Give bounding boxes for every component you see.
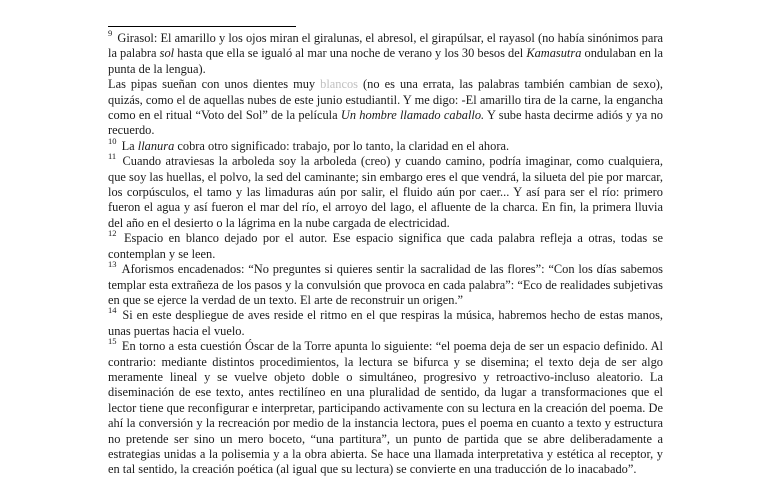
footnote-separator-rule <box>108 26 296 27</box>
footnote-number: 13 <box>108 258 117 269</box>
footnote-text: Aforismos encadenados: “No preguntes si quieres sentir la sacralidad de las flores”: “Con los días sabemos templar esta extrañeza de los pasos y la convulsión que provoca en cada palabra”: “Eco de realidades subjetivas en que se ejerce la verdad de un texto. El arte de reconstruir un origen.” <box>108 262 663 307</box>
footnote-text: Espacio en blanco dejado por el autor. Ese espacio significa que cada palabra refleja a otras, todas se contemplan y se leen. <box>108 231 663 261</box>
footnote-text: Las pipas sueñan con unos dientes muy <box>108 77 321 92</box>
footnote-text: Girasol: El amarillo y los ojos miran el giralunas, el abresol, el girapúlsar, el rayasol (no había sinónimos para la palabra <box>108 31 663 61</box>
footnote-text: hasta que ella se igualó al mar una noche de verano y los 30 besos del <box>174 46 527 61</box>
footnote-9-continuation <box>108 77 663 139</box>
footnote-15 <box>108 336 663 478</box>
footnote-italic: llanura <box>137 138 175 153</box>
footnote-number: 10 <box>108 135 117 146</box>
footnote-12 <box>108 228 663 262</box>
footnote-text: Y sube hasta decirme adiós y ya no recuerdo. <box>108 108 663 138</box>
footnote-number: 14 <box>108 305 117 316</box>
footnote-10 <box>108 135 663 154</box>
footnote-text: ondulaban en la punta de la lengua). <box>108 46 663 76</box>
footnotes-block <box>108 27 663 478</box>
footnote-italic: sol <box>159 46 175 61</box>
footnote-text: Cuando atraviesas la arboleda soy la arboleda (creo) y cuando camino, podría imaginar, como cualquiera, que soy las huellas, el polvo, la sed del caminante; sin embargo eres el que vendrá, la silueta del pie por marcar, los corpúsculos, el tamo y las limaduras aún por salir, el fluido aún por caer... Y así para ser el río: primero fueron el agua y así fueron el mar del río, el arroyo del lago, el afluente de la charca. En fin, la primera lluvia del año en el desierto o la lágrima en la nube cargada de electricidad. <box>108 154 663 230</box>
footnote-text: Si en este despliegue de aves reside el ritmo en el que respiras la música, habremos hecho de estas manos, unas puertas hacia el vuelo. <box>108 308 663 338</box>
footnote-number: 11 <box>108 151 117 162</box>
footnote-italic: Kamasutra <box>526 46 582 61</box>
footnote-11 <box>108 151 663 231</box>
footnote-text: (no es una errata, las palabras también cambian de sexo), quizás, como el de aquellas nubes de este junio estudiantil. Y me digo: -El amarillo tira de la carne, la engancha como en el ritual “Voto del Sol” de la película <box>108 77 663 123</box>
footnote-9 <box>108 27 663 77</box>
footnote-text: cobra otro significado: trabajo, por lo tanto, la claridad en el ahora. <box>174 138 510 153</box>
footnote-text: La <box>121 138 138 153</box>
footnote-14 <box>108 305 663 339</box>
faint-word: blancos <box>320 77 359 92</box>
footnote-number: 9 <box>108 27 113 38</box>
footnote-number: 15 <box>108 336 117 346</box>
footnote-number: 12 <box>108 228 117 239</box>
footnote-13 <box>108 258 663 308</box>
film-title: Un hombre llamado caballo. <box>340 108 485 123</box>
footnote-text: En torno a esta cuestión Óscar de la Torre apunta lo siguiente: “el poema deja de ser un espacio definido. Al contrario: mediante distintos procedimientos, la lectura se bifurca y se disemina; el texto deja de ser algo meramente lineal y se vuelve objeto doble o simultáneo, progresivo y retroactivo-incluso aleatorio. La diseminación de ese texto, antes rectilíneo en una pluralidad de sentido, da lugar a transformaciones que el lector tiene que reconfigurar e interpretar, participando activamente con su lectura en la creación del poema. De ahí la conversión y la recreación por medio de la instancia lectora, pues el poema en cuanto a texto y estructura no pretende ser sino un mero boceto, “una partitura”, un punto de partida que se abre deliberadamente a estrategias unidas a la polisemia y a la obra abierta. Se hace una llamada interpretativa y estética al receptor, y en tal sentido, la creación poética (al igual que su lectura) se convierte en una traducción de lo inacabado”. <box>108 339 663 477</box>
